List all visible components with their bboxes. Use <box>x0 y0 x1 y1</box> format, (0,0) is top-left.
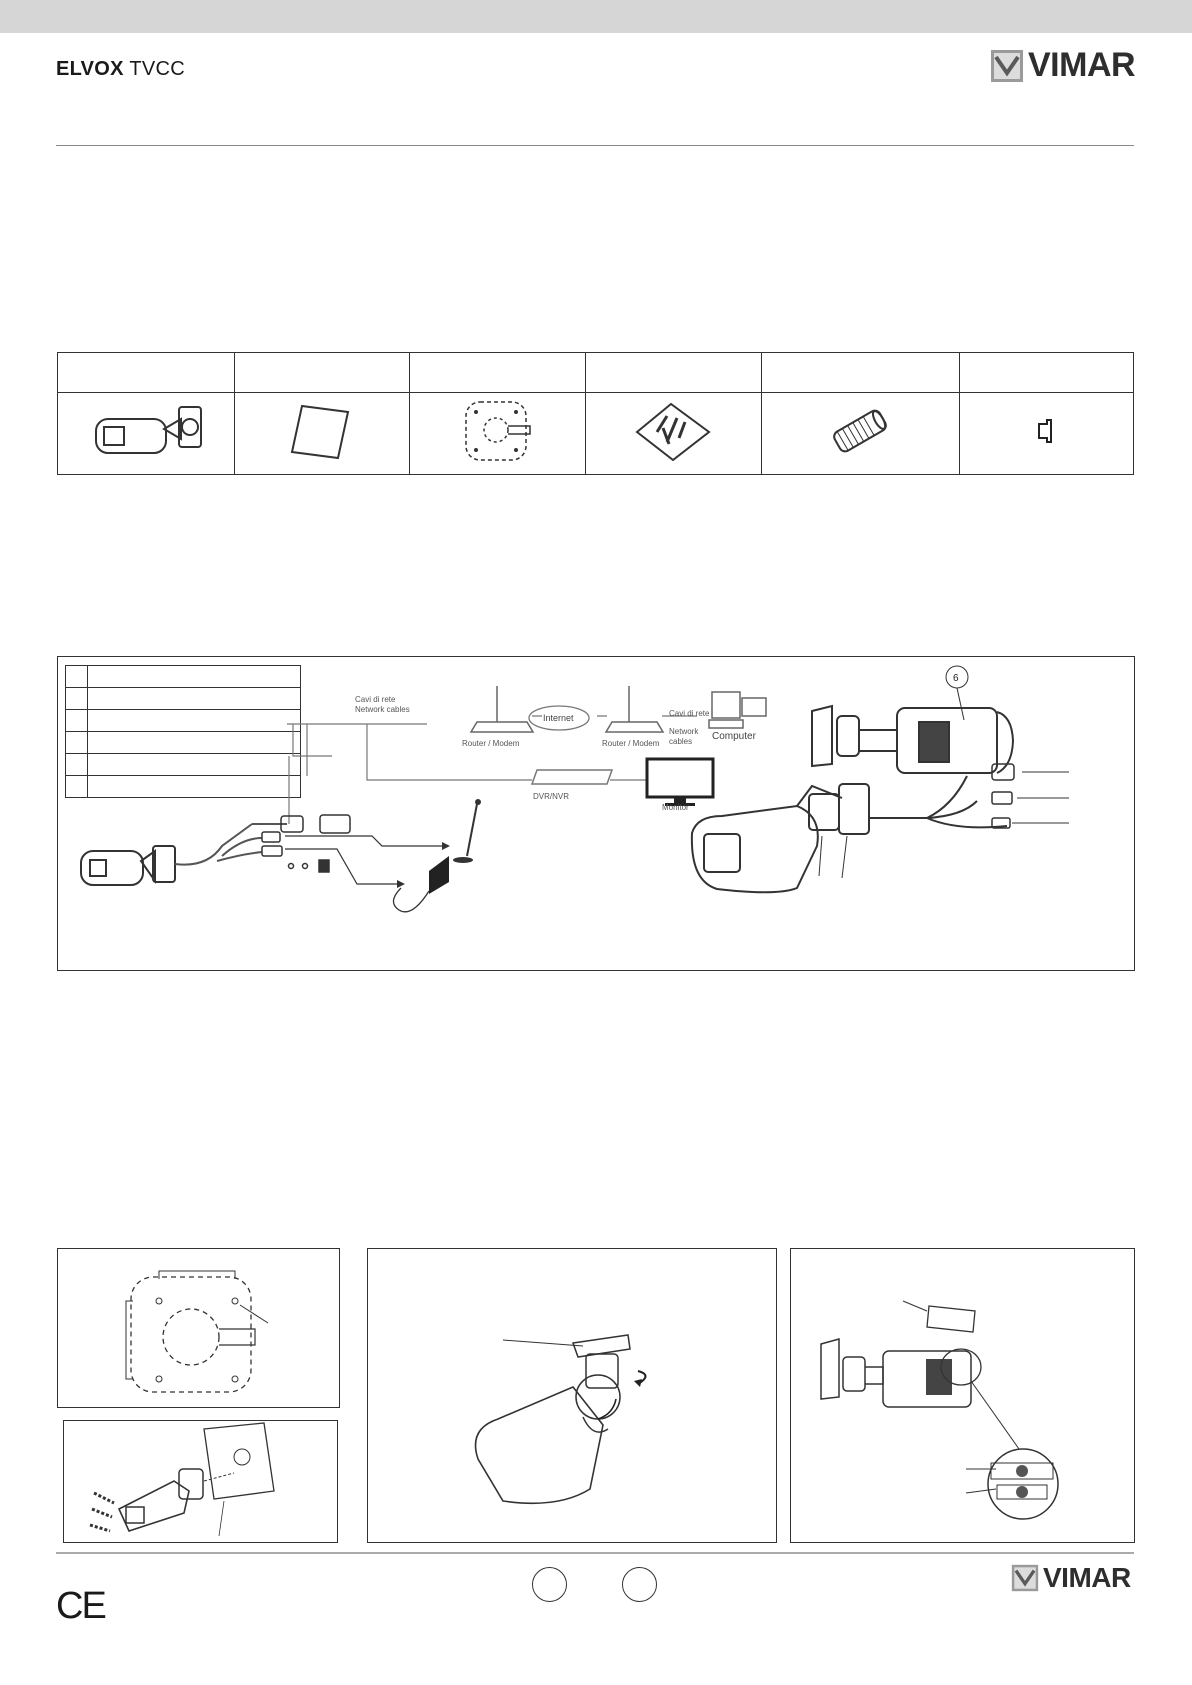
logo-text: VIMAR <box>1028 46 1136 84</box>
cables-label-en-1: Network <box>669 727 699 736</box>
accessory-drill-template <box>410 393 586 475</box>
microphone-icon <box>453 799 481 863</box>
adjustment-diagram <box>368 1249 776 1542</box>
fig-adjustment-box <box>367 1248 777 1543</box>
router-left-icon <box>471 686 533 732</box>
callout-lines <box>819 772 1069 878</box>
callout-line <box>957 688 964 720</box>
drill-template-icon <box>458 396 538 466</box>
accessory-camera <box>58 393 235 475</box>
accessory-connector <box>959 393 1133 475</box>
footer-logo-text: VIMAR <box>1043 1562 1131 1593</box>
accessories-header-cell <box>58 353 235 393</box>
accessories-header-cell <box>959 353 1133 393</box>
connector-icon <box>1031 416 1061 446</box>
monitor-label: Monitor <box>662 803 689 812</box>
accessories-table <box>57 352 1134 475</box>
ce-mark: CE <box>56 1585 105 1627</box>
drill-template-diagram <box>58 1249 339 1407</box>
footer-circle-left <box>532 1567 567 1602</box>
router-left-label: Router / Modem <box>462 739 520 748</box>
brand-bold: ELVOX <box>56 58 124 80</box>
fig-settings-box <box>790 1248 1135 1543</box>
connection-arrows <box>285 836 442 884</box>
cables-label-it: Cavi di rete <box>669 709 710 718</box>
vimar-logo-icon <box>990 49 1024 83</box>
network-label-en: Network cables <box>355 705 410 714</box>
camera-right-large-icon <box>692 776 1007 892</box>
computer-label: Computer <box>712 731 756 742</box>
screw-kit-icon <box>633 398 713 464</box>
fig-drill-template-box <box>57 1248 340 1408</box>
accessory-screws <box>585 393 761 475</box>
monitor-icon <box>647 759 713 806</box>
camera-cables <box>175 824 287 865</box>
computer-icon <box>709 692 766 728</box>
network-label-it: Cavi di rete <box>355 695 396 704</box>
footer-circle-right <box>622 1567 657 1602</box>
router-right-icon <box>606 686 663 732</box>
dvr-label: DVR/NVR <box>533 792 570 801</box>
brand-light: TVCC <box>129 58 185 80</box>
header-divider <box>56 145 1134 146</box>
footer-vimar-logo <box>1011 1562 1131 1594</box>
camera-left-icon <box>81 846 175 885</box>
accessories-header-cell <box>234 353 410 393</box>
accessories-header-cell <box>585 353 761 393</box>
wall-mount-diagram <box>64 1421 337 1542</box>
arrow-head <box>442 842 450 850</box>
fig-wall-mount-box <box>63 1420 338 1543</box>
footer-vimar-logo-icon <box>1011 1564 1039 1592</box>
brand-title <box>56 58 185 81</box>
callout-number: 6 <box>953 673 959 684</box>
accessory-manual <box>234 393 410 475</box>
internet-label: Internet <box>543 713 574 723</box>
top-bar <box>0 0 1192 33</box>
router-right-label: Router / Modem <box>602 739 660 748</box>
manual-icon <box>282 398 362 464</box>
footer-divider <box>56 1552 1134 1554</box>
bullet-camera-icon <box>86 399 206 463</box>
accessories-image-row <box>58 393 1134 475</box>
accessories-header-cell <box>761 353 959 393</box>
accessories-header-row <box>58 353 1134 393</box>
camera-right-top-icon <box>812 706 1013 773</box>
dvr-icon <box>532 770 612 784</box>
right-connectors <box>992 764 1014 828</box>
wiring-diagram <box>57 656 1133 969</box>
vimar-logo <box>990 46 1135 85</box>
settings-diagram <box>791 1249 1134 1542</box>
accessories-header-cell <box>410 353 586 393</box>
accessory-waterproof-cap <box>761 393 959 475</box>
waterproof-cap-icon <box>820 398 900 464</box>
arrow-head <box>397 880 405 888</box>
cables-label-en-2: cables <box>669 737 693 746</box>
